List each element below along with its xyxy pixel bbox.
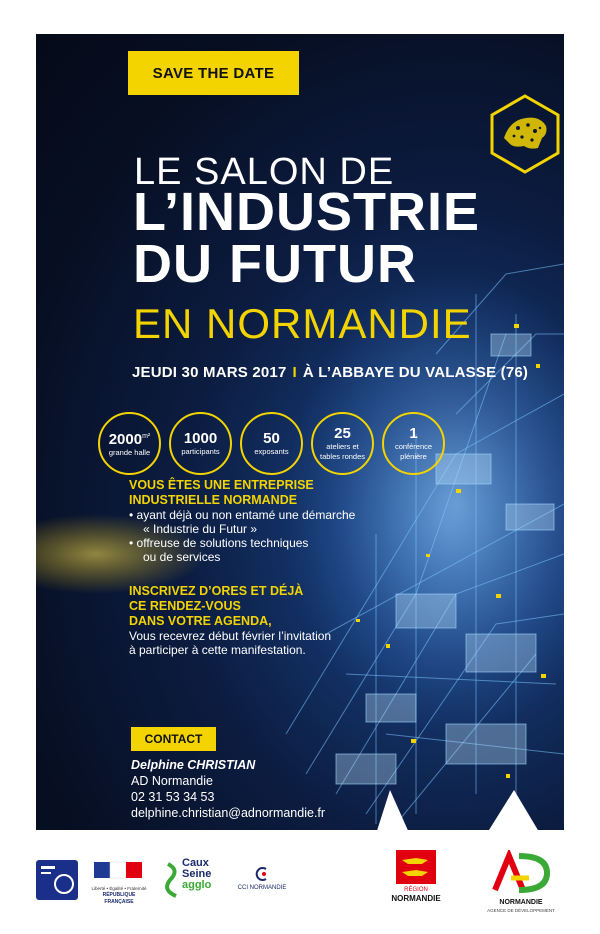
stat-label: exposants <box>254 446 289 456</box>
ad-monogram-icon <box>489 850 553 894</box>
register-heading-2: CE RENDEZ-VOUS <box>129 599 241 613</box>
stat-label: participants <box>181 446 220 456</box>
stat-label: conférence <box>394 442 433 451</box>
register-section <box>129 584 331 657</box>
state-services-logo <box>36 860 78 900</box>
event-date: JEUDI 30 MARS 2017 <box>132 364 287 381</box>
contact-org: AD Normandie <box>131 774 213 788</box>
cci-normandie-logo <box>232 866 292 900</box>
stat-label-2: tables rondes <box>319 451 366 461</box>
contact-name: Delphine CHRISTIAN <box>131 758 256 772</box>
stat-value: 1000 <box>183 429 218 447</box>
contact-badge: CONTACT <box>131 727 216 751</box>
event-separator: I <box>292 364 297 381</box>
cci-icon <box>252 866 272 882</box>
register-heading-1: INSCRIVEZ D’ORES ET DÉJÀ <box>129 584 304 598</box>
ad-name: NORMANDIE <box>499 899 543 906</box>
ad-tagline: AGENCE DE DÉVELOPPEMENT <box>487 908 555 913</box>
stat-circle-ateliers <box>311 412 374 475</box>
stat-circle-participants <box>169 412 232 475</box>
bullet-2-line-1: • offreuse de solutions techniques <box>129 536 309 550</box>
target-section <box>129 478 355 564</box>
bullet-1-line-2: « Industrie du Futur » <box>143 522 258 536</box>
bullet-1-line-1: • ayant déjà ou non entamé une démarche <box>129 508 356 522</box>
title-line-1: LE SALON DE <box>134 151 395 193</box>
stat-label: ateliers et <box>326 442 359 451</box>
stat-circle-area <box>98 412 161 475</box>
event-place: À L’ABBAYE DU VALASSE (76) <box>302 364 529 381</box>
contact-phone: 02 31 53 34 53 <box>131 790 215 804</box>
region-normandie-logo <box>384 850 448 914</box>
region-label: RÉGION <box>404 887 428 893</box>
agglo-text: agglo <box>182 879 212 891</box>
stat-circle-exposants <box>240 412 303 475</box>
contact-block <box>131 757 325 821</box>
title-line-4: EN NORMANDIE <box>133 300 472 347</box>
republique-francaise-logo <box>90 860 148 905</box>
register-text-1: Vous recevrez début février l’invitation <box>129 629 332 643</box>
jaguar-hexagon-logo-icon <box>488 92 562 176</box>
event-dateline <box>132 364 528 381</box>
target-heading-2: INDUSTRIELLE NORMANDE <box>129 493 298 507</box>
seine-text: Seine <box>182 868 212 880</box>
register-text-2: à participer à cette manifestation. <box>129 643 306 657</box>
region-name: NORMANDIE <box>391 894 441 903</box>
stat-label: grande halle <box>108 448 151 458</box>
caux-text: Caux <box>182 857 209 869</box>
target-heading-1: VOUS ÊTES UNE ENTREPRISE <box>129 478 314 492</box>
poster <box>36 34 564 830</box>
register-heading-3: DANS VOTRE AGENDA, <box>129 614 272 628</box>
republique-motto: Liberté • Égalité • Fraternité <box>91 886 147 891</box>
republique-name: RÉPUBLIQUE FRANÇAISE <box>102 892 136 905</box>
stat-value: 50 <box>263 429 280 447</box>
stat-value: 25 <box>334 425 351 442</box>
marianne-flag-icon <box>90 860 148 880</box>
title-line-2: L’INDUSTRIE <box>133 182 481 242</box>
stat-value: $2000^{m^2}$ <box>108 431 151 449</box>
bullet-2-line-2: ou de services <box>143 550 221 564</box>
title-line-3: DU FUTUR <box>133 234 417 294</box>
stat-value: 1 <box>409 425 418 442</box>
caux-seine-agglo-logo <box>164 856 220 906</box>
stat-label-2: plénière <box>400 451 427 461</box>
ad-normandie-logo <box>476 850 566 920</box>
contact-email-link[interactable]: delphine.christian@adnormandie.fr <box>131 806 326 820</box>
save-the-date-badge: SAVE THE DATE <box>128 51 299 95</box>
cci-text: CCI NORMANDIE <box>237 885 287 891</box>
stat-circle-conference <box>382 412 445 475</box>
state-services-icon <box>36 860 78 900</box>
normandy-leopards-icon <box>396 850 436 884</box>
caux-seine-swirl-icon <box>164 860 182 900</box>
